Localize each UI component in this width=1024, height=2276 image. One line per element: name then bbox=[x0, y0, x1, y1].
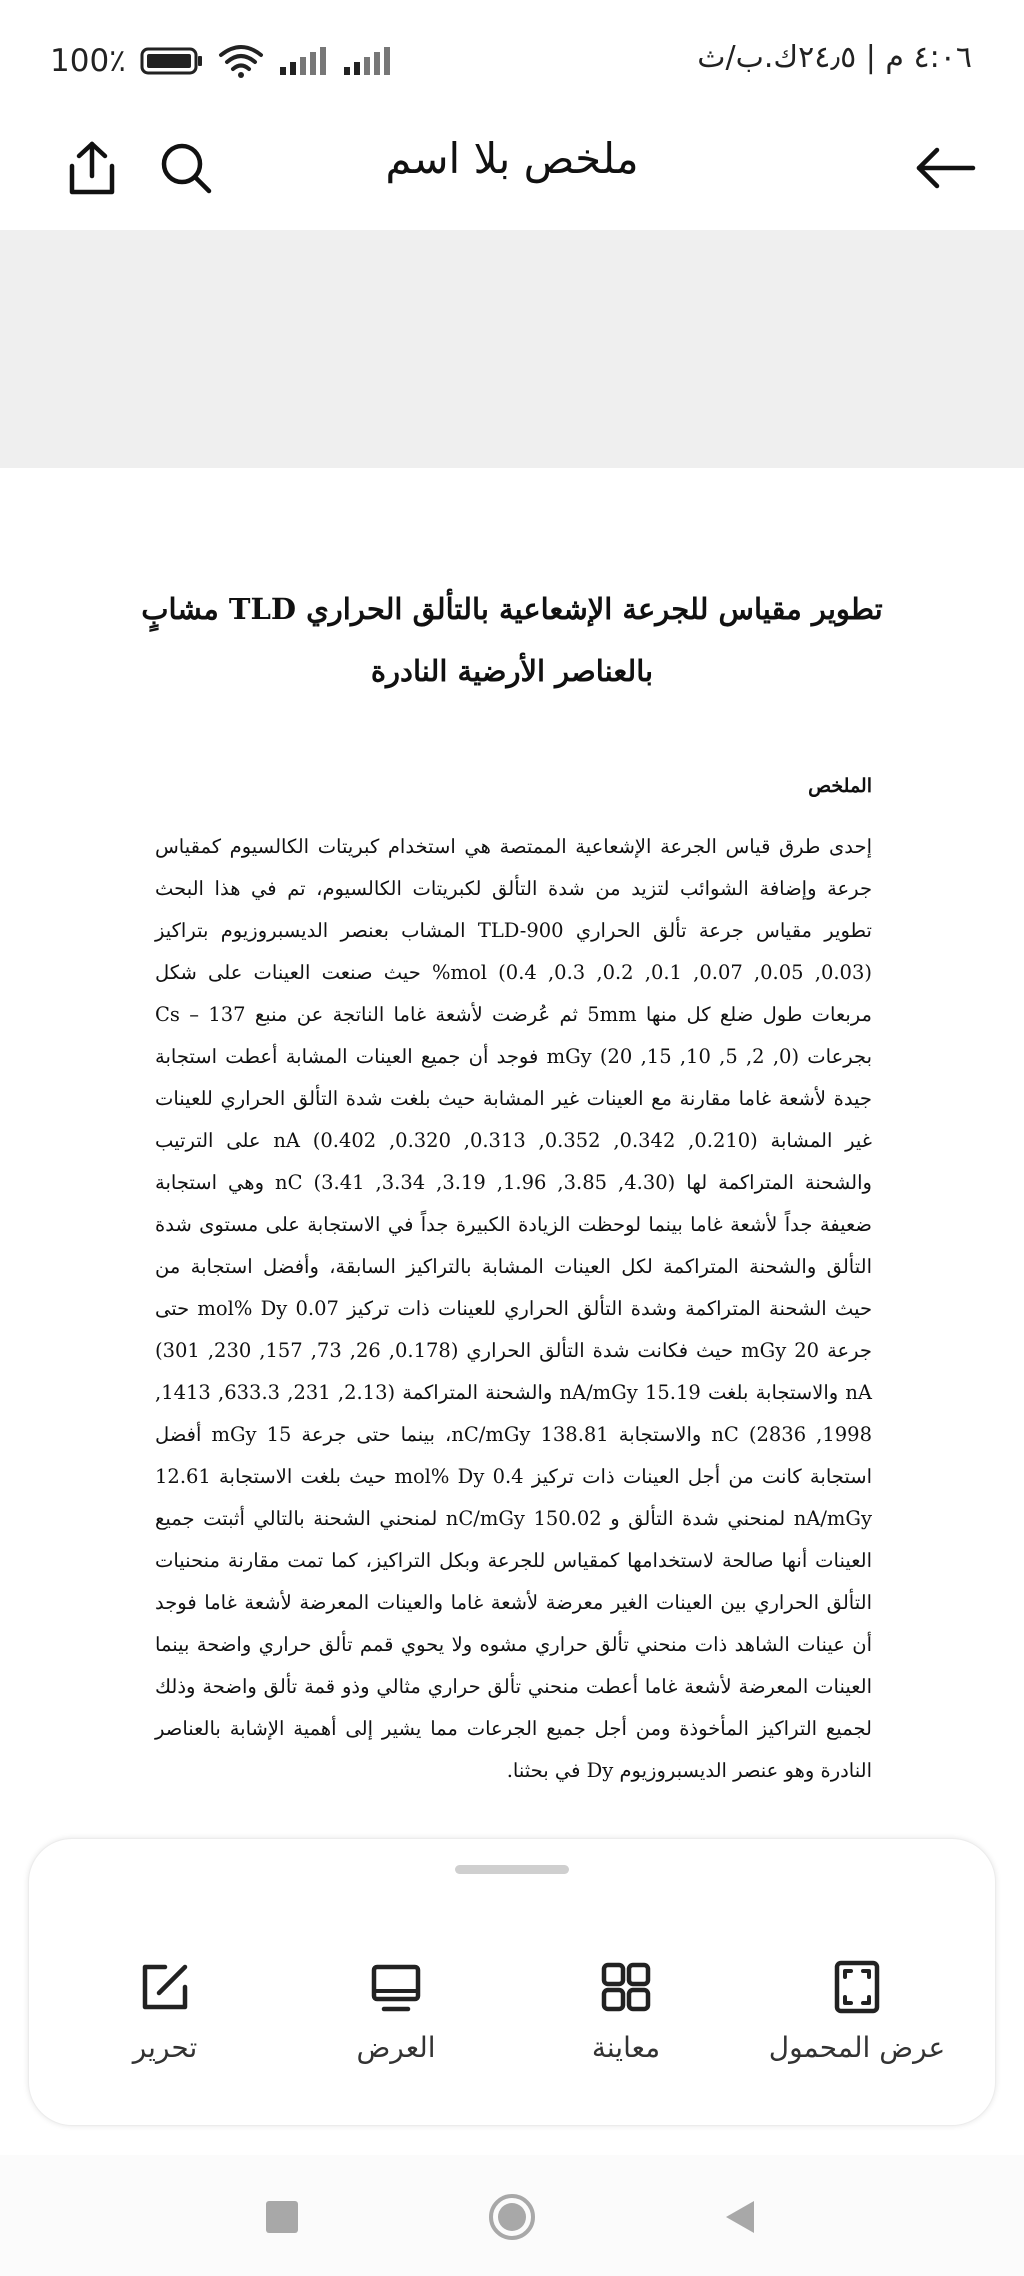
page-title: ملخص بلا اسم bbox=[385, 134, 639, 183]
document-title-line-1: تطوير مقياس للجرعة الإشعاعية بالتألق الحراري TLD مشابٍ bbox=[141, 592, 883, 626]
signal-icon bbox=[278, 45, 328, 77]
mobile-view-label: عرض المحمول bbox=[768, 2031, 946, 2064]
recents-button[interactable] bbox=[254, 2189, 310, 2245]
battery-percent: 100٪ bbox=[50, 43, 126, 79]
fullscreen-icon bbox=[827, 1957, 887, 2017]
document-top-margin bbox=[0, 230, 1024, 468]
nav-back-button[interactable] bbox=[712, 2189, 768, 2245]
grid-icon bbox=[596, 1957, 656, 2017]
app-header bbox=[0, 120, 1024, 230]
edit-icon bbox=[135, 1957, 195, 2017]
document-title bbox=[120, 578, 904, 702]
abstract-heading: الملخص bbox=[808, 775, 872, 797]
wifi-icon bbox=[218, 43, 264, 79]
system-nav-bar bbox=[0, 2155, 1024, 2276]
status-time: ٤:٠٦ م | ٢٤٫٥ك.ب/ث bbox=[697, 40, 972, 75]
edit-label: تحرير bbox=[132, 2031, 198, 2064]
edit-button[interactable] bbox=[45, 1957, 285, 2064]
drag-handle[interactable] bbox=[455, 1865, 569, 1874]
back-button[interactable] bbox=[906, 128, 986, 208]
signal-icon-2 bbox=[342, 45, 392, 77]
back-arrow-icon bbox=[915, 146, 977, 190]
preview-button[interactable] bbox=[506, 1957, 746, 2064]
recents-icon bbox=[264, 2199, 300, 2235]
document-page[interactable] bbox=[0, 468, 1024, 1916]
view-button[interactable] bbox=[276, 1957, 516, 2064]
mobile-view-button[interactable] bbox=[737, 1957, 977, 2064]
abstract-body: إحدى طرق قياس الجرعة الإشعاعية الممتصة هي استخدام كبريتات الكالسيوم كمقياس جرعة وإضافة الشوائب لتزيد من شدة التألق لكبريتات الكالسيوم، تم في هذا البحث تطوير مقياس جرعة تألق الحراري TLD-900 المشاب بعنصر الديسبروزيوم بتراكيز (0.03, 0.05, 0.07, 0.1, 0.2, 0.3, 0.4) mol% حيث صنعت العينات على شكل مربعات طول ضلع كل منها 5mm ثم عُرضت لأشعة غاما الناتجة عن منبع Cs – 137 بجرعات (0, 2, 5, 10, 15, 20) mGy فوجد أن جميع العينات المشابة أعطت استجابة جيدة لأشعة غاما مقارنة مع العينات غير المشابة حيث بلغت شدة التألق الحراري للعينات غير المشابة (0.210, 0.342, 0.352, 0.313, 0.320, 0.402) nA على الترتيب والشحنة المتراكمة لها (4.30, 3.85, 1.96, 3.19, 3.34, 3.41) nC وهي استجابة ضعيفة جداً لأشعة غاما بينما لوحظت الزيادة الكبيرة جداً في الاستجابة على مستوى شدة التألق والشحنة المتراكمة لكل العينات المشابة بالتراكيز السابقة، وأفضل استجابة من حيث الشحنة المتراكمة وشدة التألق الحراري للعينات ذات تركيز 0.07 mol% Dy حتى جرعة 20 mGy حيث فكانت شدة التألق الحراري (0.178, 26, 73, 157, 230, 301) nA والاستجابة بلغت 15.19 nA/mGy والشحنة المتراكمة (2.13, 231, 633.3, 1413, 1998, 2836) nC والاستجابة 138.81 nC/mGy، بينما حتى جرعة 15 mGy أفضل استجابة كانت من أجل العينات ذات تركيز 0.4 mol% Dy حيث بلغت الاستجابة 12.61 nA/mGy لمنحني شدة التألق و 150.02 nC/mGy لمنحني الشحنة بالتالي أثبتت جميع العينات أنها صالحة لاستخدامها كمقياس للجرعة وبكل التراكيز، كما تمت مقارنة منحنيات التألق الحراري بين العينات الغير معرضة لأشعة غاما والعينات المعرضة لأشعة غاما فوجد أن عينات الشاهد ذات منحني تألق حراري مشوه ولا يحوي قمم تألق حراري واضحة بينما العينات المعرضة لأشعة غاما أعطت منحني تألق حراري مثالي وذو قمة تألق واضحة وذلك لجميع التراكيز المأخوذة ومن أجل جميع الجرعات مما يشير إلى أهمية الإشابة بالعناصر النادرة وهو عنصر الديسبروزيوم Dy في بحثنا. bbox=[155, 835, 873, 1782]
bottom-action-sheet bbox=[28, 1838, 996, 2126]
home-icon bbox=[487, 2192, 537, 2242]
preview-label: معاينة bbox=[591, 2031, 661, 2064]
back-icon bbox=[722, 2199, 758, 2235]
battery-icon bbox=[140, 46, 204, 76]
home-button[interactable] bbox=[484, 2189, 540, 2245]
document-title-line-2: بالعناصر الأرضية النادرة bbox=[370, 654, 654, 688]
status-indicators bbox=[50, 38, 392, 84]
view-label: العرض bbox=[356, 2031, 436, 2064]
status-bar bbox=[0, 0, 1024, 120]
monitor-icon bbox=[366, 1957, 426, 2017]
